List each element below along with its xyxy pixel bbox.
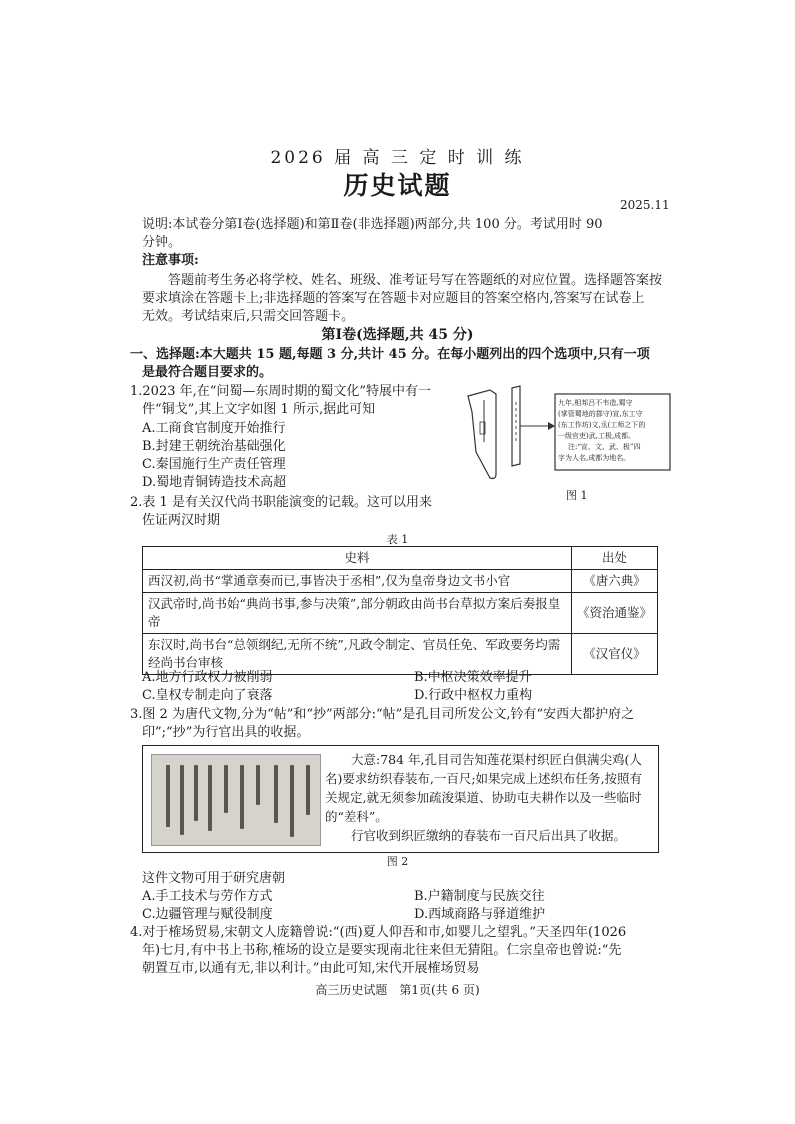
document-photo <box>151 754 321 846</box>
figure-1-text-line: 九年,相邦吕不韦造,蜀守 <box>558 399 633 407</box>
table-cell: 汉武帝时,尚书始“典尚书事,参与决策”,部分朝政由尚书台草拟方案后奏报皇帝 <box>143 593 572 634</box>
option-d: D.行政中枢权力重构 <box>414 688 533 703</box>
figure-2 <box>142 745 659 853</box>
table-cell: 《资治通鉴》 <box>571 593 657 634</box>
question-stem: 朝置互市,以通有无,非以利计。”由此可知,宋代开展榷场贸易 <box>142 961 480 976</box>
figure-1-caption: 图 1 <box>566 489 588 502</box>
option-d: D.蜀地青铜铸造技术高超 <box>142 475 287 490</box>
figure-1-text-line: 一级官吏)武,工极,成都。 <box>558 432 636 440</box>
table-1-caption: 表 1 <box>386 533 409 546</box>
notice-line: 要求填涂在答题卡上;非选择题的答案写在答题卡对应题目的答案空格内,答案写在试卷上 <box>142 291 645 306</box>
notice-line: 无效。考试结束后,只需交回答题卡。 <box>142 309 355 324</box>
option-d: D.西域商路与驿道维护 <box>414 907 546 922</box>
table-header-cell: 史料 <box>143 547 572 570</box>
figure-1-text-line: 字为人名,成都为地名。 <box>558 454 631 462</box>
section-title: 第Ⅰ卷(选择题,共 45 分) <box>321 327 474 343</box>
question-stem: 件“铜戈”,其上文字如图 1 所示,据此可知 <box>142 402 376 417</box>
notice-title: 注意事项: <box>142 253 199 268</box>
exam-series-title: 2026 届 高 三 定 时 训 练 <box>270 148 525 168</box>
table-row <box>143 570 658 593</box>
table-header-cell: 出处 <box>571 547 657 570</box>
figure-1-text-line: 注:“宣、文、武、极”四 <box>568 443 641 451</box>
page-footer: 高三历史试题 第1页(共 6 页) <box>315 983 480 997</box>
option-b: B.封建王朝统治基础强化 <box>142 439 286 454</box>
figure-2-text-para: 大意:784 年,孔目司告知莲花渠村织匠白俱满尖鸡(人名)要求纺织春装布,一百尺;如果完成上述织布任务,按照有关规定,就无须参加疏浚渠道、协助屯夫耕作以及一些临时的“差科”。 <box>325 752 643 824</box>
instructions-line: 分钟。 <box>142 235 182 250</box>
instructions-line: 说明:本试卷分第Ⅰ卷(选择题)和第Ⅱ卷(非选择题)两部分,共 100 分。考试用时 90 <box>142 217 603 232</box>
question-stem: 1.2023 年,在“问蜀—东周时期的蜀文化”特展中有一 <box>130 384 432 399</box>
figure-1-text <box>558 398 668 464</box>
option-b: B.中枢决策效率提升 <box>414 670 532 685</box>
table-cell: 东汉时,尚书台“总领纲纪,无所不统”,凡政令制定、官员任免、军政要务均需经尚书台审核 <box>143 634 572 675</box>
table-1 <box>142 546 658 675</box>
question-stem: 4.对于榷场贸易,宋朝文人庞籍曾说:“(西)夏人仰吾和市,如婴儿之望乳。”天圣四年(1026 <box>130 925 627 940</box>
figure-1-text-line: (东工作坊)文,丞(工师之下的 <box>558 421 646 429</box>
table-cell: 《汉官仪》 <box>571 634 657 675</box>
notice-line: 答题前考生务必将学校、姓名、班级、准考证号写在答题纸的对应位置。选择题答案按 <box>168 273 663 288</box>
question-stem: 年)七月,有中书上书称,榷场的设立是要实现南北往来但无猜阻。仁宗皇帝也曾说:“先 <box>142 943 622 958</box>
option-c: C.边疆管理与赋役制度 <box>142 907 273 922</box>
question-stem: 3.图 2 为唐代文物,分为“帖”和“抄”两部分:“帖”是孔目司所发公文,钤有“安西大都护府之 <box>130 707 635 722</box>
option-c: C.皇权专制走向了衰落 <box>142 688 273 703</box>
question-stem: 佐证两汉时期 <box>142 513 221 528</box>
section-desc: 是最符合题目要求的。 <box>142 365 273 380</box>
page-title: 历史试题 <box>343 171 452 200</box>
figure-1-text-line: (掌管蜀地的郡守)宣,东工守 <box>558 410 643 418</box>
option-a: A.工商食官制度开始推行 <box>142 421 286 436</box>
question-stem: 这件文物可用于研究唐朝 <box>142 871 286 886</box>
option-c: C.秦国施行生产责任管理 <box>142 457 286 472</box>
option-a: A.手工技术与劳作方式 <box>142 889 273 904</box>
question-stem: 印”;“抄”为行官出具的收据。 <box>142 725 310 740</box>
table-header-row <box>143 547 658 570</box>
table-cell: 西汉初,尚书“掌通章奏而已,事皆决于丞相”,仅为皇帝身边文书小官 <box>143 570 572 593</box>
section-desc: 一、选择题:本大题共 15 题,每题 3 分,共计 45 分。在每小题列出的四个选项中,只有一项 <box>130 347 650 362</box>
table-cell: 《唐六典》 <box>571 570 657 593</box>
figure-2-text-para: 行官收到织匠缴纳的春装布一百尺后出具了收据。 <box>351 828 627 843</box>
option-b: B.户籍制度与民族交往 <box>414 889 545 904</box>
figure-2-text <box>325 750 650 845</box>
exam-date: 2025.11 <box>620 198 670 212</box>
question-stem: 2.表 1 是有关汉代尚书职能演变的记载。这可以用来 <box>130 495 432 510</box>
figure-2-caption: 图 2 <box>386 855 409 868</box>
table-row <box>143 593 658 634</box>
option-a: A.地方行政权力被削弱 <box>142 670 273 685</box>
